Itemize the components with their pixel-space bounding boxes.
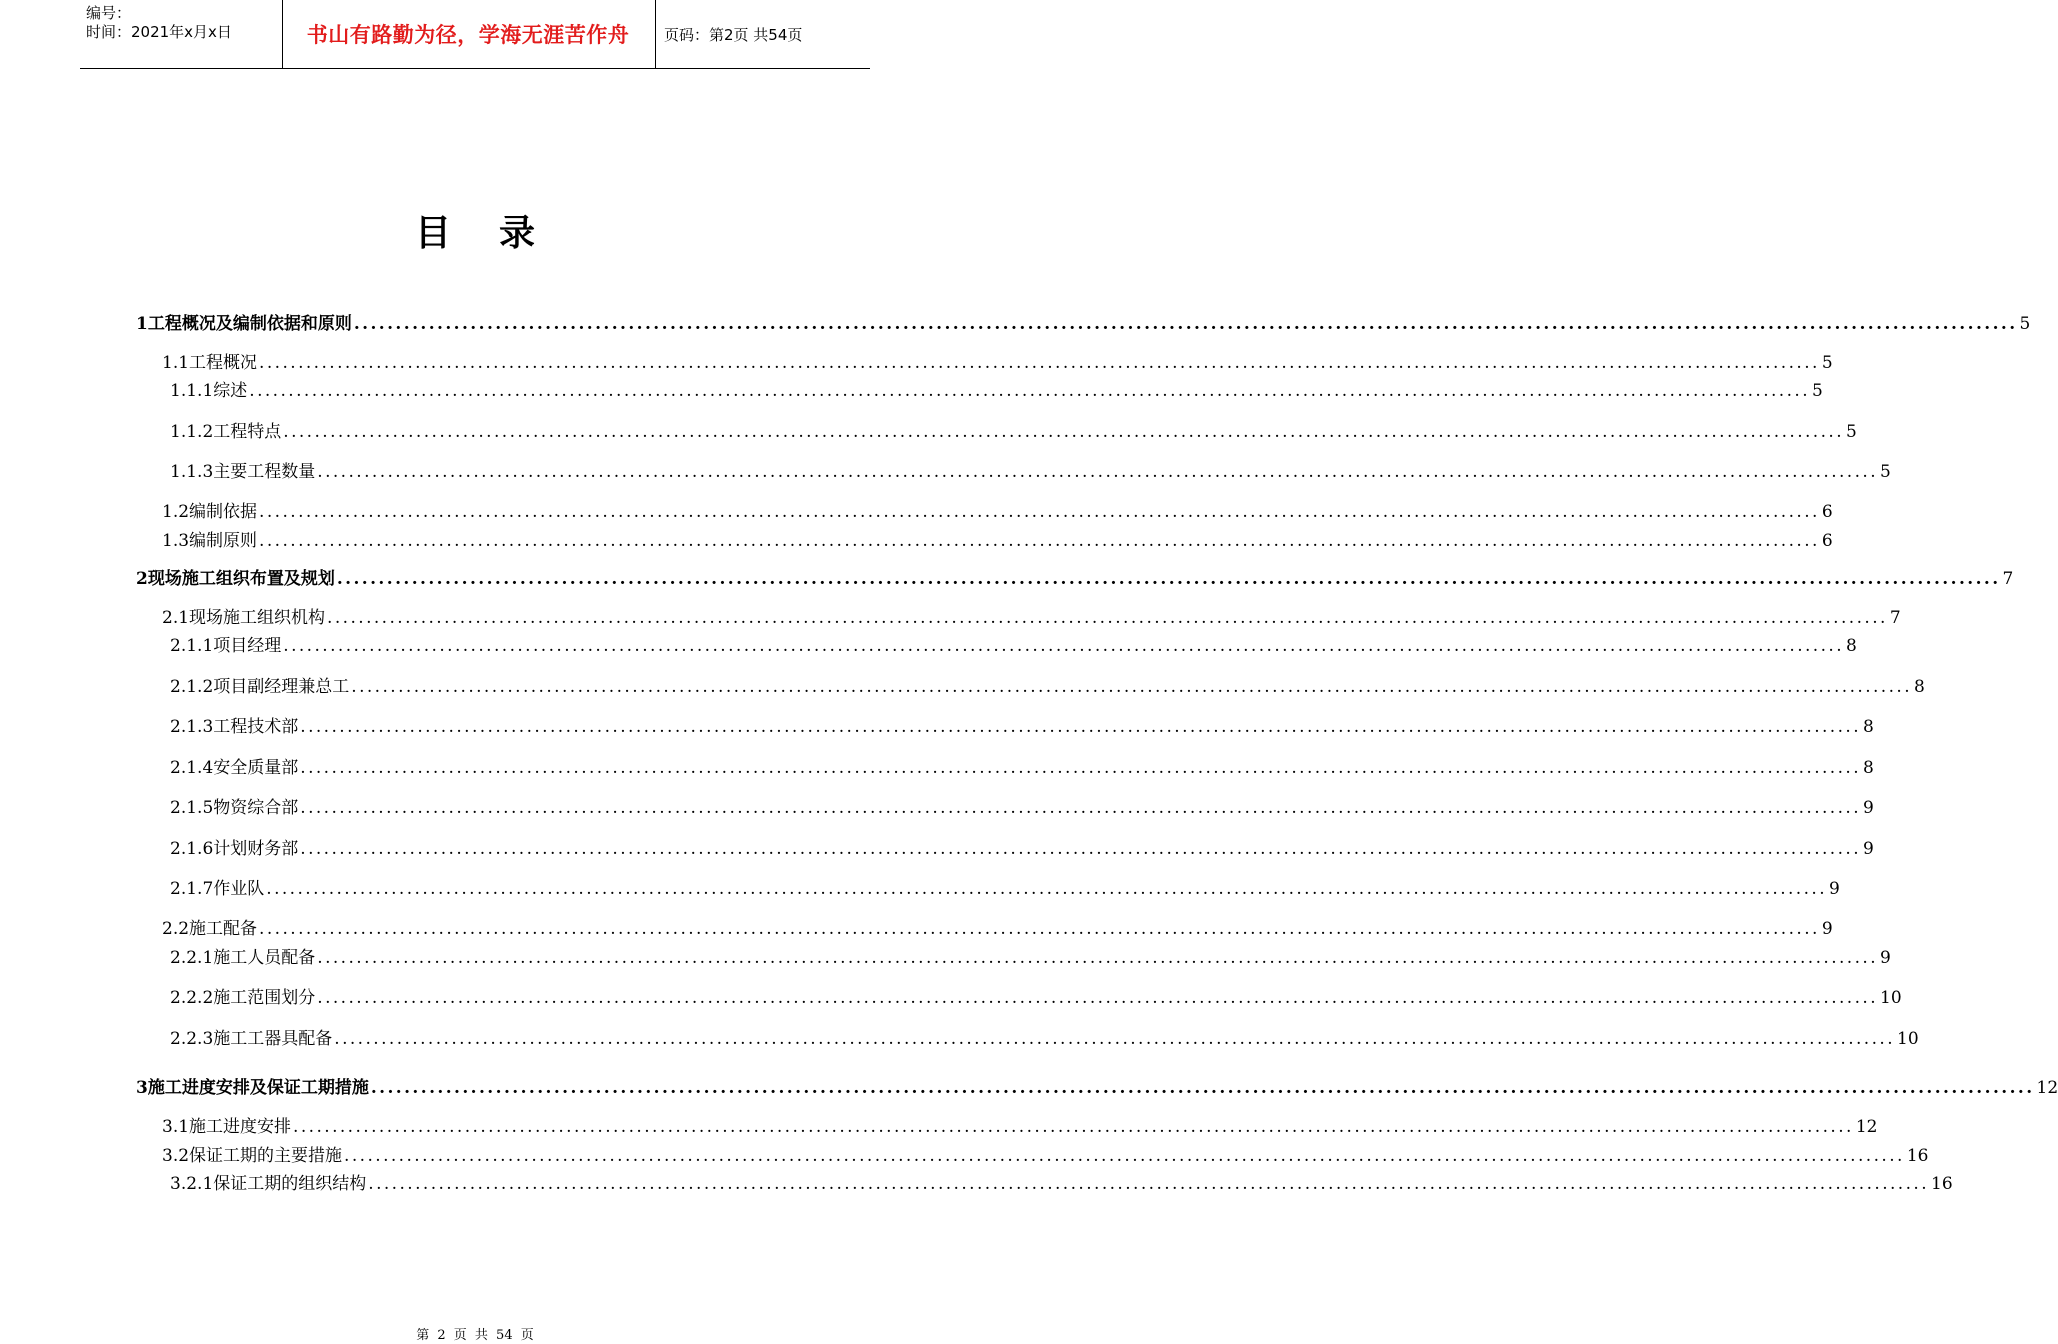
toc-text: 安全质量部	[213, 758, 299, 778]
toc-entry[interactable]	[170, 376, 1823, 401]
toc-leader: ........................................................................................................................................................................................................	[327, 608, 1888, 628]
toc-text: 工程特点	[213, 422, 282, 442]
toc-entry[interactable]	[170, 943, 1891, 968]
toc-entry[interactable]	[162, 1112, 1878, 1137]
toc-text: 综述	[213, 381, 248, 401]
toc-leader: ........................................................................................................................................................................................................	[300, 758, 1862, 778]
toc-leader: ........................................................................................................................................................................................................	[259, 502, 1820, 522]
toc-leader: ........................................................................................................................................................................................................	[368, 1174, 1930, 1194]
toc-leader: ........................................................................................................................................................................................................	[300, 717, 1862, 737]
toc-leader: ........................................................................................................................................................................................................	[317, 988, 1879, 1008]
toc-leader: ........................................................................................................................................................................................................	[336, 569, 2001, 589]
toc-number: 2.1	[162, 608, 190, 628]
toc-page: 9	[1880, 948, 1891, 968]
toc-leader: ........................................................................................................................................................................................................	[334, 1029, 1896, 1049]
toc-text: 工程技术部	[213, 717, 299, 737]
toc-entry[interactable]	[136, 309, 2031, 334]
toc-text: 项目经理	[213, 636, 282, 656]
toc-text: 施工配备	[189, 919, 258, 939]
toc-entry[interactable]	[162, 1141, 1929, 1166]
toc-number: 2	[136, 569, 148, 589]
toc-leader: ........................................................................................................................................................................................................	[283, 422, 1845, 442]
toc-number: 3.2.1	[170, 1174, 214, 1194]
toc-page: 10	[1897, 1029, 1919, 1049]
time-label: 时间：2021年x月x日	[86, 23, 232, 41]
header-meta	[86, 4, 282, 42]
toc-entry[interactable]	[136, 564, 2014, 589]
toc-entry[interactable]	[162, 914, 1833, 939]
toc-page: 12	[2036, 1078, 2058, 1098]
toc-page: 10	[1880, 988, 1902, 1008]
toc-page: 7	[2002, 569, 2014, 589]
toc-page: 5	[1880, 462, 1891, 482]
toc-number: 3.1	[162, 1117, 190, 1137]
toc-leader: ........................................................................................................................................................................................................	[353, 314, 2018, 334]
toc-entry[interactable]	[170, 1024, 1919, 1049]
toc-number: 2.2	[162, 919, 190, 939]
toc-entry[interactable]	[170, 712, 1874, 737]
toc-page: 12	[1855, 1117, 1878, 1137]
toc-text: 施工范围划分	[213, 988, 316, 1008]
toc-number: 2.1.6	[170, 839, 214, 859]
toc-leader: ........................................................................................................................................................................................................	[317, 462, 1879, 482]
toc-number: 1	[136, 314, 148, 334]
toc-number: 1.3	[162, 531, 190, 551]
toc-leader: ........................................................................................................................................................................................................	[249, 381, 1811, 401]
toc-text: 计划财务部	[213, 839, 299, 859]
toc-number: 2.2.2	[170, 988, 214, 1008]
toc-number: 1.1.3	[170, 462, 214, 482]
toc-page: 7	[1889, 608, 1901, 628]
toc-page: 8	[1914, 677, 1925, 697]
toc-text: 工程概况	[189, 353, 258, 373]
toc-text: 物资综合部	[213, 798, 299, 818]
toc-number: 1.1	[162, 353, 190, 373]
toc-number: 3.2	[162, 1146, 190, 1166]
toc-entry[interactable]	[170, 793, 1874, 818]
toc-text: 施工工器具配备	[213, 1029, 333, 1049]
toc-text: 现场施工组织机构	[189, 608, 326, 628]
toc-entry[interactable]	[170, 983, 1902, 1008]
toc-entry[interactable]	[170, 672, 1925, 697]
toc-entry[interactable]	[162, 497, 1833, 522]
toc-text: 项目副经理兼总工	[213, 677, 350, 697]
toc-text: 施工人员配备	[213, 948, 316, 968]
header-page-info: 页码：第2页 共54页	[664, 25, 803, 44]
toc-entry[interactable]	[170, 417, 1857, 442]
toc-entry[interactable]	[162, 526, 1833, 551]
toc-entry[interactable]	[170, 753, 1874, 778]
toc-entry[interactable]	[170, 1169, 1953, 1194]
toc-number: 1.1.1	[170, 381, 214, 401]
toc-page: 16	[1931, 1174, 1953, 1194]
toc-page: 5	[1846, 422, 1857, 442]
toc-leader: ........................................................................................................................................................................................................	[370, 1078, 2035, 1098]
toc-page: 9	[1829, 879, 1840, 899]
toc-leader: ........................................................................................................................................................................................................	[300, 839, 1862, 859]
toc-page: 8	[1863, 717, 1874, 737]
toc-title: 目录	[414, 213, 583, 254]
toc-leader: ........................................................................................................................................................................................................	[300, 798, 1862, 818]
toc-number: 2.1.1	[170, 636, 214, 656]
toc-entry[interactable]	[162, 603, 1901, 628]
toc-leader: ........................................................................................................................................................................................................	[317, 948, 1879, 968]
toc-text: 编制原则	[189, 531, 258, 551]
toc-entry[interactable]	[170, 631, 1857, 656]
toc-entry[interactable]	[170, 834, 1874, 859]
toc-text: 保证工期的组织结构	[213, 1174, 367, 1194]
toc-leader: ........................................................................................................................................................................................................	[351, 677, 1913, 697]
toc-number: 2.2.3	[170, 1029, 214, 1049]
toc-leader: ........................................................................................................................................................................................................	[259, 531, 1820, 551]
toc-text: 施工进度安排及保证工期措施	[147, 1078, 369, 1098]
toc-number: 2.2.1	[170, 948, 214, 968]
toc-number: 1.1.2	[170, 422, 214, 442]
toc-page: 9	[1863, 839, 1874, 859]
toc-text: 现场施工组织布置及规划	[147, 569, 335, 589]
toc-text: 作业队	[213, 879, 265, 899]
page-footer: 第 2 页 共 54 页	[416, 1328, 534, 1343]
toc-text: 保证工期的主要措施	[189, 1146, 343, 1166]
toc-entry[interactable]	[162, 348, 1833, 373]
toc-text: 工程概况及编制依据和原则	[147, 314, 352, 334]
toc-number: 2.1.2	[170, 677, 214, 697]
toc-entry[interactable]	[170, 457, 1891, 482]
toc-text: 主要工程数量	[213, 462, 316, 482]
toc-number: 2.1.3	[170, 717, 214, 737]
toc-entry[interactable]	[136, 1073, 2058, 1098]
toc-number: 2.1.7	[170, 879, 214, 899]
toc-page: 8	[1846, 636, 1857, 656]
toc-page: 6	[1821, 531, 1833, 551]
toc-leader: ........................................................................................................................................................................................................	[266, 879, 1828, 899]
toc-number: 1.2	[162, 502, 190, 522]
toc-page: 5	[1821, 353, 1833, 373]
toc-page: 9	[1863, 798, 1874, 818]
toc-leader: ........................................................................................................................................................................................................	[293, 1117, 1854, 1137]
toc-text: 施工进度安排	[189, 1117, 292, 1137]
header-motto: 书山有路勤为径，学海无涯苦作舟	[306, 23, 630, 47]
toc-page: 8	[1863, 758, 1874, 778]
toc-number: 3	[136, 1078, 148, 1098]
toc-page: 5	[1812, 381, 1823, 401]
toc-number: 2.1.5	[170, 798, 214, 818]
toc-page: 9	[1821, 919, 1833, 939]
toc-leader: ........................................................................................................................................................................................................	[344, 1146, 1905, 1166]
toc-number: 2.1.4	[170, 758, 214, 778]
toc-leader: ........................................................................................................................................................................................................	[259, 353, 1820, 373]
toc-page: 5	[2019, 314, 2031, 334]
toc-leader: ........................................................................................................................................................................................................	[283, 636, 1845, 656]
serial-label: 编号：	[86, 4, 132, 22]
toc-entry[interactable]	[170, 874, 1840, 899]
toc-text: 编制依据	[189, 502, 258, 522]
toc-page: 6	[1821, 502, 1833, 522]
toc-leader: ........................................................................................................................................................................................................	[259, 919, 1820, 939]
toc-page: 16	[1906, 1146, 1929, 1166]
page-header	[80, 0, 870, 69]
